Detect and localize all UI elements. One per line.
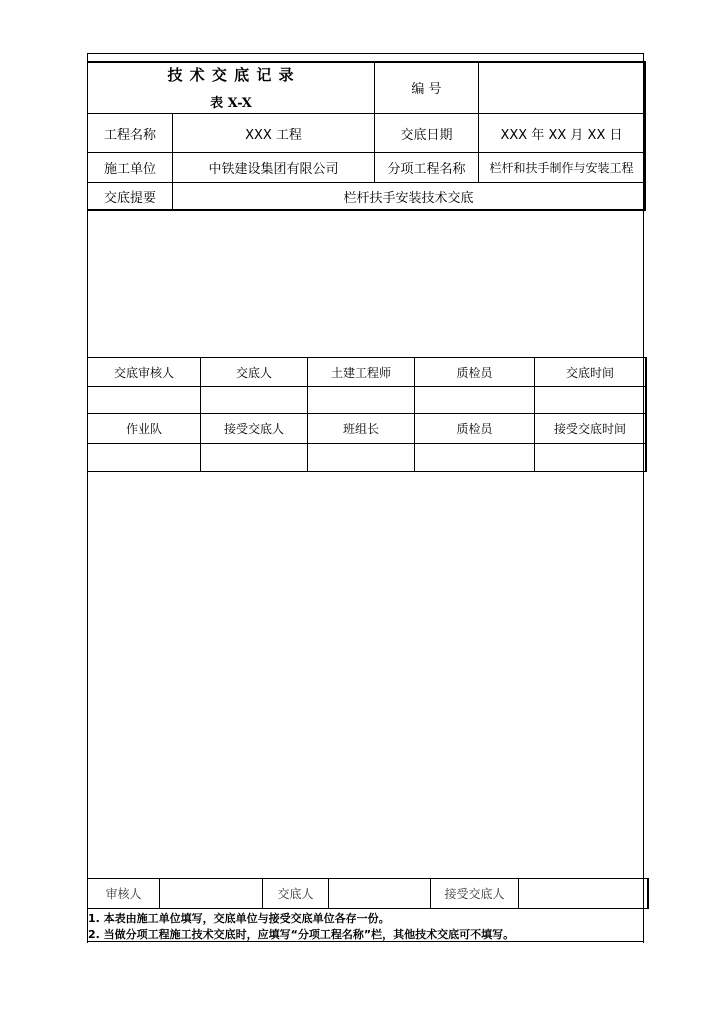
number-label: 编 号 [411,82,442,97]
signoff-value-reviewer[interactable] [88,387,200,413]
signoff-value-inspector-2[interactable] [415,444,534,471]
number-value[interactable] [479,62,644,113]
footer-receiver-value[interactable] [519,879,647,908]
form-number: 表 X-X [210,95,252,111]
sub-project-value[interactable]: 栏杆和扶手制作与安装工程 [489,161,634,175]
unit-label: 施工单位 [103,162,156,177]
footer-mid-line [87,908,649,909]
signoff-header-inspector: 质检员 [456,365,493,380]
signoff-header-discloser: 交底人 [235,365,272,380]
summary-label: 交底提要 [103,190,156,206]
signoff-header-reviewer: 交底审核人 [113,365,174,380]
signoff-header-team-leader: 班组长 [342,422,379,436]
footer-right-border [647,878,649,908]
signoff-value-discloser[interactable] [201,387,307,413]
summary-value[interactable]: 栏杆扶手安装技术交底 [343,190,474,206]
footer-discloser-label: 交底人 [277,887,314,901]
footer-reviewer-label: 审核人 [105,887,142,901]
header-right-border [644,61,646,211]
footer-note-2: 2. 当做分项工程施工技术交底时，应填写“分项工程名称”栏，其他技术交底可不填写。 [88,928,515,941]
signoff-header-team: 作业队 [125,422,162,436]
footer-discloser-value[interactable] [329,879,430,908]
signoff-value-receiver[interactable] [201,444,307,471]
form-title: 技 术 交 底 记 录 [167,65,295,84]
signoff-bottom-line [87,471,647,472]
signoff-value-receive-time[interactable] [535,444,645,471]
signoff-header-engineer: 土建工程师 [330,365,391,380]
signoff-header-receive-time: 接受交底时间 [553,422,626,436]
signoff-value-engineer[interactable] [308,387,414,413]
signoff-header-receiver: 接受交底人 [223,422,284,436]
sub-project-label: 分项工程名称 [387,162,466,177]
project-name-value[interactable]: XXX 工程 [245,127,302,143]
frame-top-line [87,53,644,54]
footer-receiver-label: 接受交底人 [444,887,505,901]
signoff-value-team[interactable] [88,444,200,471]
footer-note-1: 1. 本表由施工单位填写，交底单位与接受交底单位各存一份。 [88,912,390,925]
signoff-value-team-leader[interactable] [308,444,414,471]
date-label: 交底日期 [400,127,453,143]
signoff-right-border [645,357,647,471]
signoff-header-time: 交底时间 [565,365,614,380]
info-bottom-border [87,209,646,211]
date-value[interactable]: XXX 年 XX 月 XX 日 [500,127,623,143]
signoff-header-inspector-2: 质检员 [456,422,493,436]
signoff-value-time[interactable] [535,387,645,413]
footer-reviewer-value[interactable] [160,879,262,908]
project-name-label: 工程名称 [103,127,156,143]
signoff-value-inspector[interactable] [415,387,534,413]
unit-value[interactable]: 中铁建设集团有限公司 [208,162,339,177]
